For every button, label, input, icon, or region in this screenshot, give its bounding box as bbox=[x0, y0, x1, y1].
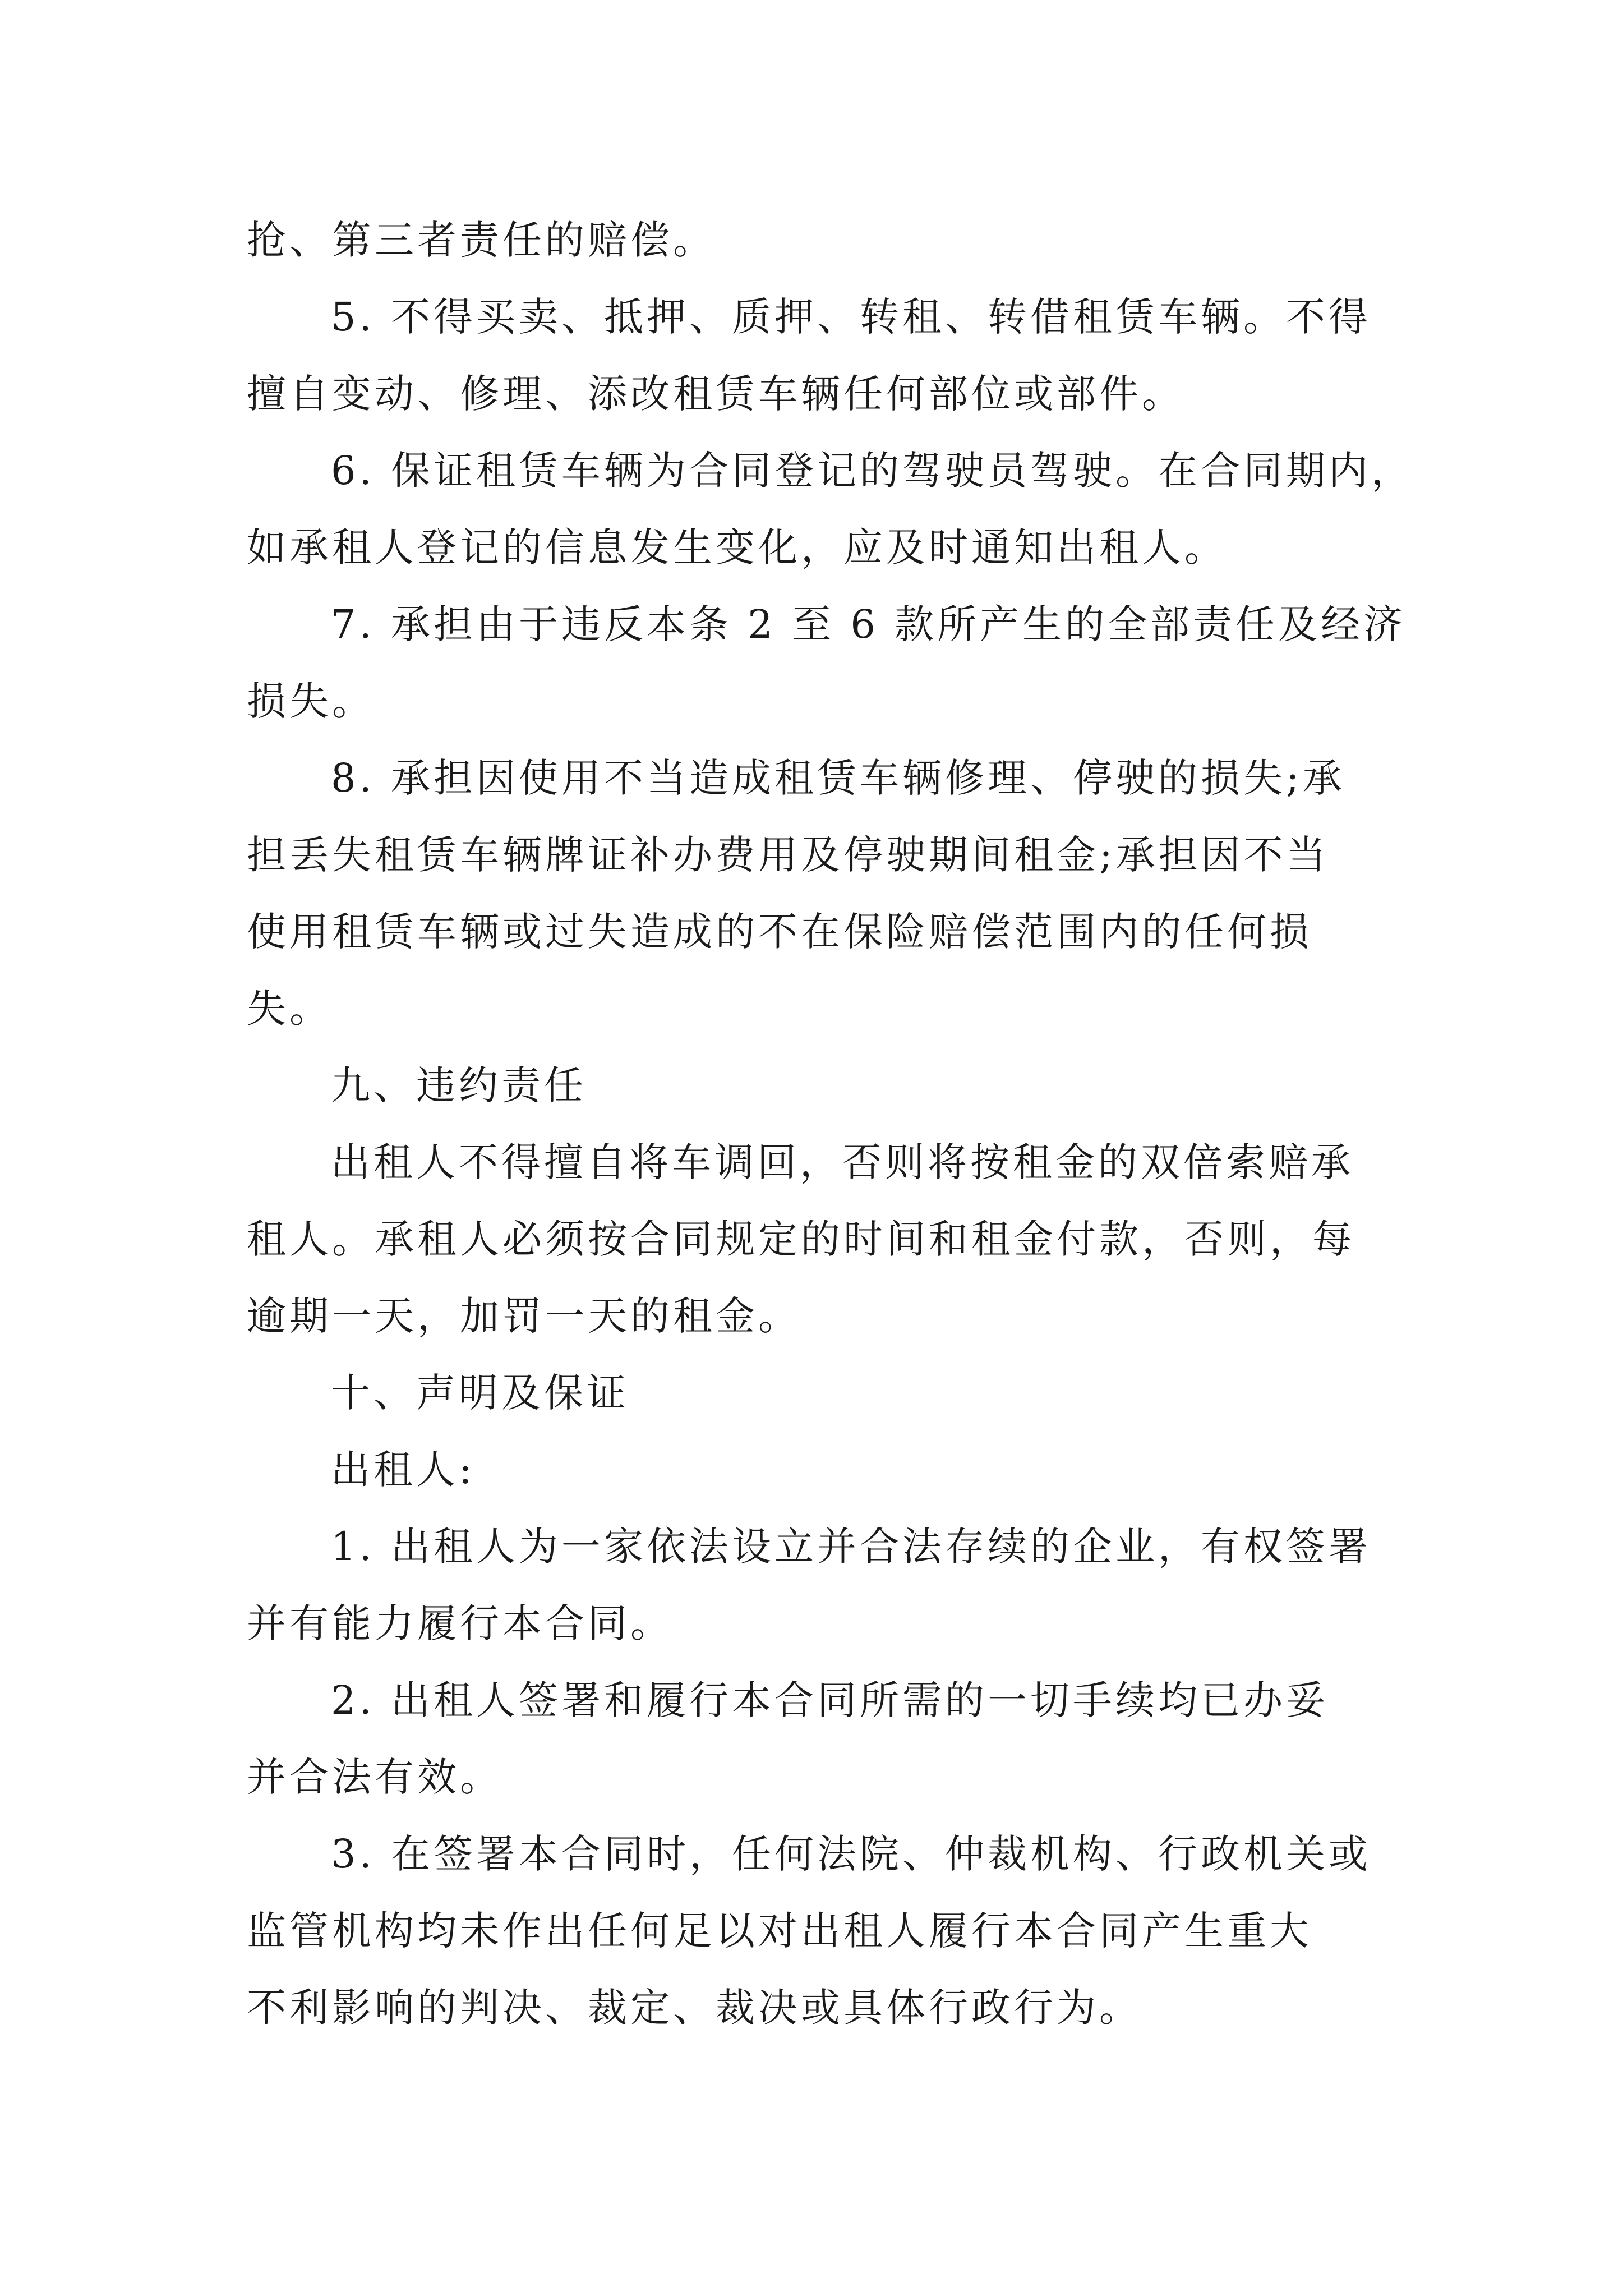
text-line: 1. 出租人为一家依法设立并合法存续的企业，有权签署 bbox=[331, 1524, 1372, 1570]
text-line: 使用租赁车辆或过失造成的不在保险赔偿范围内的任何损 bbox=[247, 909, 1312, 955]
text-line: 逾期一天，加罚一天的租金。 bbox=[247, 1293, 801, 1339]
text-line: 抢、第三者责任的赔偿。 bbox=[247, 217, 716, 263]
text-line: 并合法有效。 bbox=[247, 1754, 502, 1800]
text-line: 7. 承担由于违反本条 2 至 6 款所产生的全部责任及经济 bbox=[331, 601, 1407, 647]
text-line: 8. 承担因使用不当造成租赁车辆修理、停驶的损失;承 bbox=[331, 755, 1345, 801]
subsection-label: 出租人: bbox=[331, 1447, 476, 1493]
text-line: 并有能力履行本合同。 bbox=[247, 1600, 673, 1646]
text-line: 5. 不得买卖、抵押、质押、转租、转借租赁车辆。不得 bbox=[331, 294, 1372, 340]
text-line: 租人。承租人必须按合同规定的时间和租金付款，否则，每 bbox=[247, 1216, 1355, 1262]
section-heading: 十、声明及保证 bbox=[331, 1370, 629, 1416]
text-line: 不利影响的判决、裁定、裁决或具体行政行为。 bbox=[247, 1985, 1142, 2031]
text-line: 监管机构均未作出任何足以对出租人履行本合同产生重大 bbox=[247, 1908, 1312, 1954]
text-line: 损失。 bbox=[247, 678, 375, 724]
document-body bbox=[247, 202, 1414, 2046]
text-line: 出租人不得擅自将车调回，否则将按租金的双倍索赔承 bbox=[331, 1139, 1354, 1185]
text-line: 3. 在签署本合同时，任何法院、仲裁机构、行政机关或 bbox=[331, 1831, 1372, 1877]
text-line: 担丢失租赁车辆牌证补办费用及停驶期间租金;承担因不当 bbox=[247, 832, 1329, 878]
text-line: 失。 bbox=[247, 986, 332, 1032]
text-line: 如承租人登记的信息发生变化，应及时通知出租人。 bbox=[247, 524, 1227, 570]
text-line: 6. 保证租赁车辆为合同登记的驾驶员驾驶。在合同期内， bbox=[331, 448, 1414, 494]
text-line: 擅自变动、修理、添改租赁车辆任何部位或部件。 bbox=[247, 371, 1184, 417]
text-line: 2. 出租人签署和履行本合同所需的一切手续均已办妥 bbox=[331, 1677, 1329, 1723]
section-heading: 九、违约责任 bbox=[331, 1062, 587, 1108]
